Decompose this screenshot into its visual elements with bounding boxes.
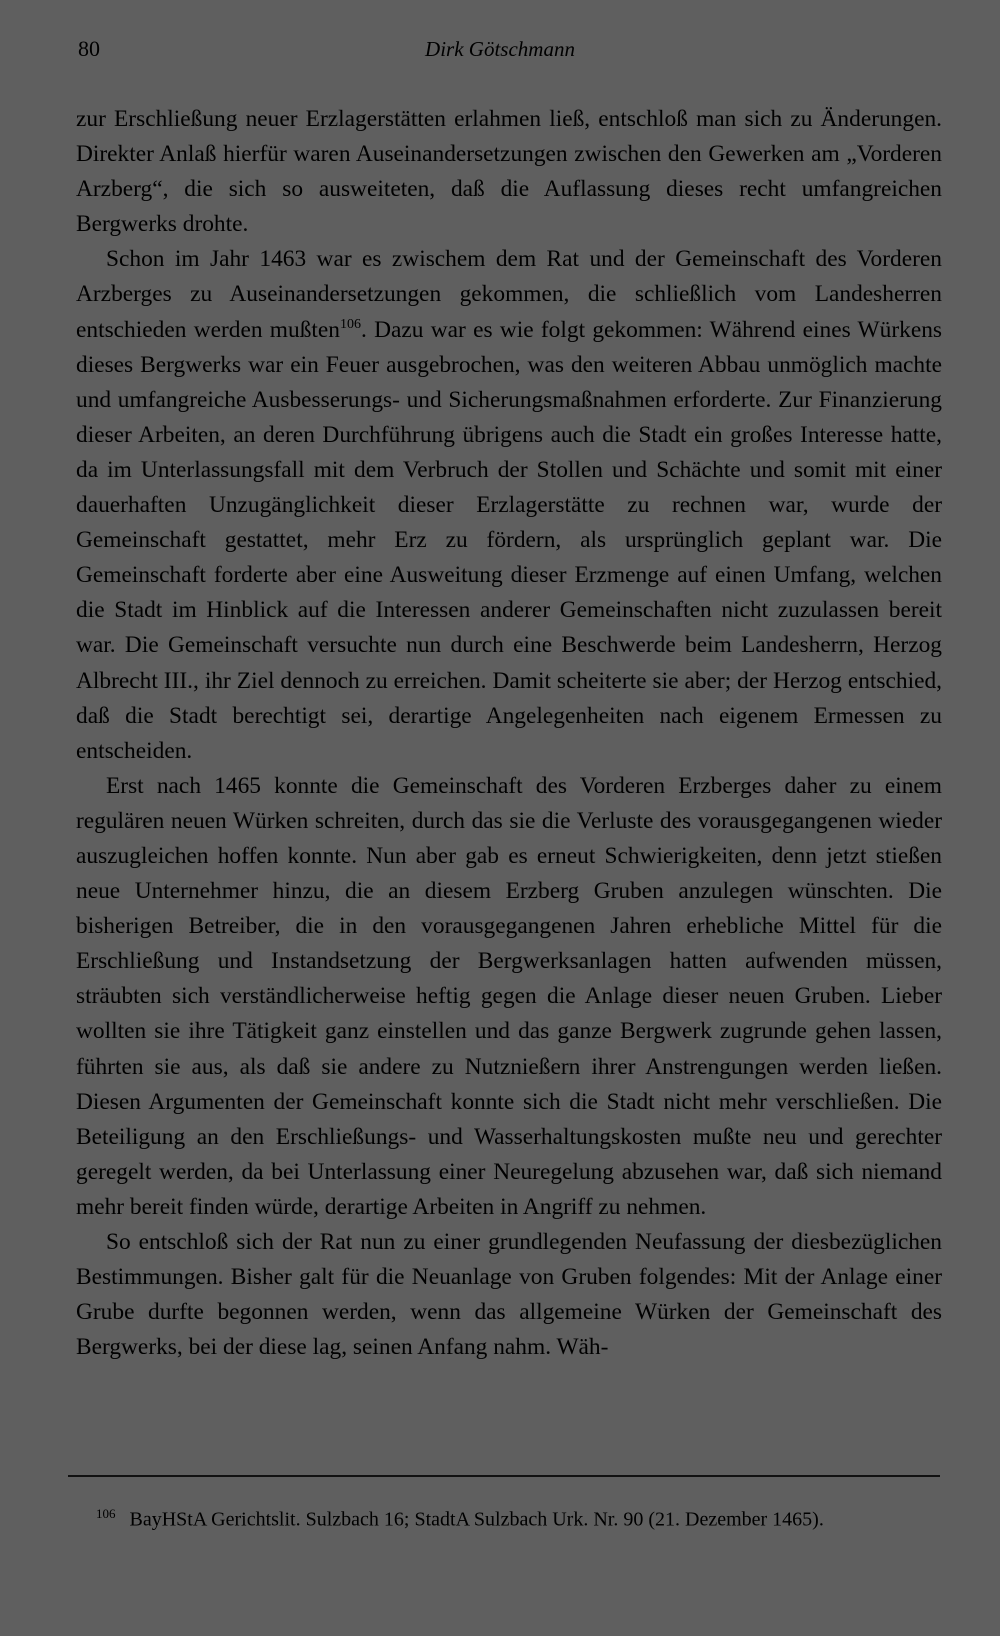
footnote — [96, 1500, 956, 1534]
footnote-rule — [68, 1475, 940, 1477]
paragraph-2 — [76, 242, 942, 768]
footnote-text: BayHStA Gerichtslit. Sulzbach 16; StadtA Sulzbach Urk. Nr. 90 (21. Dezember 1465). — [129, 1508, 824, 1531]
page-number: 80 — [78, 36, 100, 61]
running-head: Dirk Götschmann — [425, 37, 575, 61]
paragraph-1: zur Erschließung neuer Erzlagerstätten erlahmen ließ, entschloß man sich zu Änderungen. Direkter Anlaß hierfür waren Auseinandersetzungen zwischen den Gewerken am „Vorderen Arzberg“, die sich so ausweiteten, daß die Auflassung dieses recht umfangreichen Bergwerks drohte. — [76, 106, 942, 238]
paragraph-2-text: Schon im Jahr 1463 war es zwischem dem Rat und der Gemeinschaft des Vorderen Arzberges zu Auseinandersetzungen gekommen, die schließlich vom Landesherren entschieden werden mußten — [76, 246, 942, 343]
footnote-reference[interactable]: 106 — [339, 316, 361, 332]
footnote-number: 106 — [96, 1506, 116, 1521]
paragraph-2-continuation: . Dazu war es wie folgt gekommen: Während eines Würkens dieses Bergwerks war ein Feuer ausgebrochen, was den weiteren Abbau unmöglich machte und umfangreiche Ausbesserungs- und Sicherungsmaßnahmen erforderte. Zur Finanzierung dieser Arbeiten, an deren Durchführung übrigens auch die Stadt ein großes Interesse hatte, da im Unterlassungsfall mit dem Verbruch der Stollen und Schächte und somit mit einer dauerhaften Unzugänglichkeit dieser Erzlagerstätte zu rechnen war, wurde der Gemeinschaft gestattet, mehr Erz zu fördern, als ursprünglich geplant war. Die Gemeinschaft forderte aber eine Ausweitung dieser Erzmenge auf einen Umfang, welchen die Stadt im Hinblick auf die Interessen anderer Gemeinschaften nicht zuzulassen bereit war. Die Gemeinschaft versuchte nun durch eine Beschwerde beim Landesherrn, Herzog Albrecht III., ihr Ziel dennoch zu erreichen. Damit scheiterte sie aber; der Herzog entschied, daß die Stadt berechtigt sei, derartige Angelegenheiten nach eigenem Ermessen zu entscheiden. — [76, 316, 942, 764]
body-text — [76, 102, 942, 1365]
paragraph-4: So entschloß sich der Rat nun zu einer grundlegenden Neufassung der diesbezüglichen Bestimmungen. Bisher galt für die Neuanlage von Gruben folgendes: Mit der Anlage einer Grube durfte begonnen werden, wenn das allgemeine Würken der Gemeinschaft des Bergwerks, bei der diese lag, seinen Anfang nahm. Wäh- — [76, 1229, 942, 1361]
paragraph-3: Erst nach 1465 konnte die Gemeinschaft des Vorderen Erzberges daher zu einem regulären neuen Würken schreiten, durch das sie die Verluste des vorausgegangenen wieder auszugleichen hoffen konnte. Nun aber gab es erneut Schwierigkeiten, denn jetzt stießen neue Unternehmer hinzu, die an diesem Erzberg Gruben anzulegen wünschten. Die bisherigen Betreiber, die in den vorausgegangenen Jahren erhebliche Mittel für die Erschließung und Instandsetzung der Bergwerksanlagen hatten aufwenden müssen, sträubten sich verständlicherweise heftig gegen die Anlage dieser neuen Gruben. Lieber wollten sie ihre Tätigkeit ganz einstellen und das ganze Bergwerk zugrunde gehen lassen, führten sie aus, als daß sie andere zu Nutznießern ihrer Anstrengungen werden ließen. Diesen Argumenten der Gemeinschaft konnte sich die Stadt nicht mehr verschließen. Die Beteiligung an den Erschließungs- und Wasserhaltungskosten mußte neu und gerechter geregelt werden, da bei Unterlassung einer Neuregelung abzusehen war, daß sich niemand mehr bereit finden würde, derartige Arbeiten in Angriff zu nehmen. — [76, 772, 942, 1220]
page-header — [0, 36, 1000, 68]
